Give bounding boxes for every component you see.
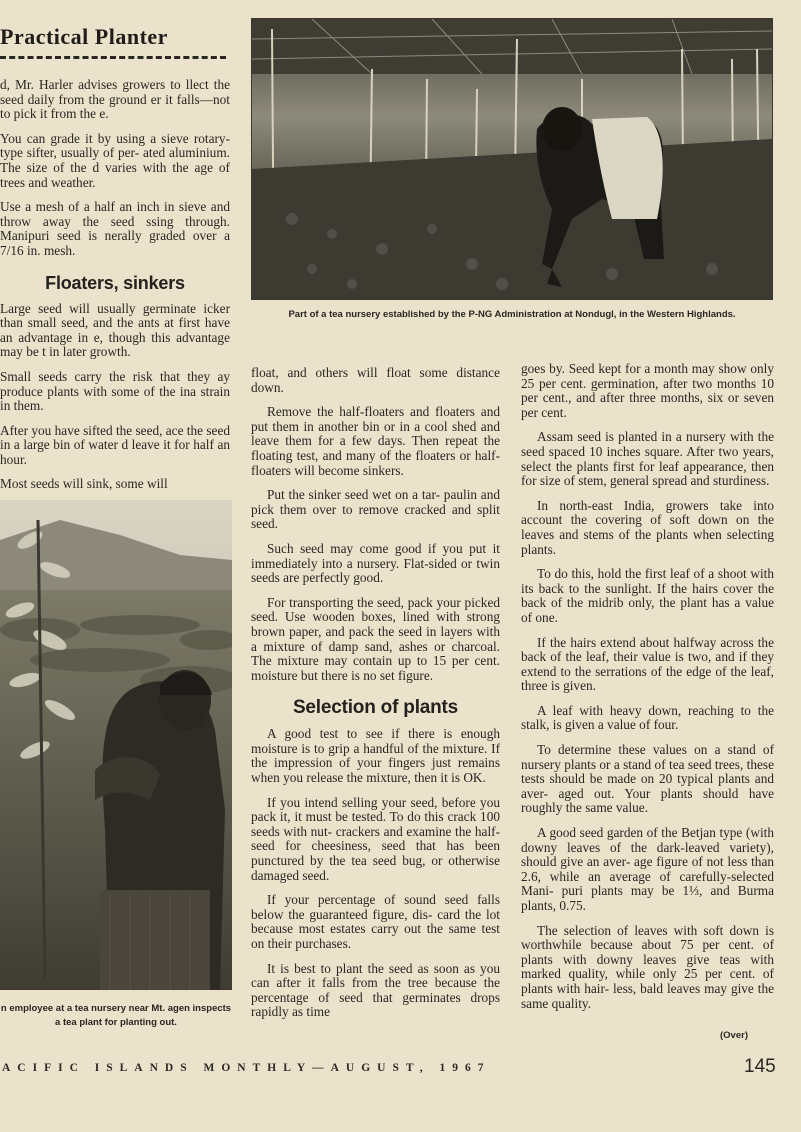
right-paragraph-4: To do this, hold the first leaf of a shoot with its back to the sunlight. If the hairs cover the back of the midrib only, the plant has a value of one. xyxy=(521,566,774,625)
right-paragraph-7: To determine these values on a stand of nursery plants or a stand of tea seed trees, these tests should be made on 20 typical plants and aver- aged out. Your plants should have roughly the same value. xyxy=(521,742,774,816)
right-paragraph-2: Assam seed is planted in a nursery with the seed spaced 10 inches square. After two years, select the plants first for leaf appearance, then for size of stem, general spread and sturdiness. xyxy=(521,429,774,489)
left-paragraph-2: Small seeds carry the risk that they ay produce plants with some of the ina strain in them. xyxy=(0,368,230,414)
middle-paragraph-9: It is best to plant the seed as soon as you can after it falls from the tree because the percentage of seed that germinates drops rapidly as time xyxy=(251,960,500,1020)
masthead xyxy=(0,24,238,59)
footer-publication: ACIFIC ISLANDS MONTHLY—AUGUST, 1967 xyxy=(2,1062,491,1074)
masthead-title: Practical Planter xyxy=(0,24,168,49)
floaters-sinkers-heading: Floaters, sinkers xyxy=(45,272,185,293)
left-intro-paragraph-3: Use a mesh of a half an inch in sieve and throw away the seed ssing through. Manipuri seed is nerally graded over a 7/16 in. mesh. xyxy=(0,199,230,258)
middle-paragraph-5: For transporting the seed, pack your picked seed. Use wooden boxes, lined with strong brown paper, and pack the seed in layers with a mixture of damp sand, ashes or charcoal. The mixture may contain up to 15 per cent. moisture but there is no set figure. xyxy=(251,594,500,683)
middle-paragraph-1: float, and others will float some distance down. xyxy=(251,365,500,395)
selection-of-plants-heading: Selection of plants xyxy=(292,697,459,719)
right-paragraph-9: The selection of leaves with soft down is worthwhile because about 75 per cent. of plants with downy leaves give teas with marked quality, while only 25 per cent. of plants with hair- less, bald leaves may give the same quality. xyxy=(521,922,774,1011)
middle-column xyxy=(251,366,500,1030)
tea-nursery-photo xyxy=(251,18,773,300)
middle-paragraph-7: If you intend selling your seed, before you pack it, it must be tested. To do this crack 100 seeds with nut- crackers and examine the half-seed for cheesiness, seed that has been punctured by the tea seed bug, or otherwise damaged seed. xyxy=(251,794,500,883)
left-paragraph-3: After you have sifted the seed, ace the seed in a large bin of water d leave it for half an hour. xyxy=(0,422,231,467)
left-intro-paragraph-1: d, Mr. Harler advises growers to llect the seed daily from the ground er it falls—not to pick it from the e. xyxy=(0,77,230,122)
left-intro-paragraph-2: You can grade it by using a sieve rotary-type sifter, usually of per- ated aluminium. The size of the d varies with the age of trees and weather. xyxy=(0,130,230,190)
right-paragraph-6: A leaf with heavy down, reaching to the stalk, is given a value of four. xyxy=(521,702,774,733)
masthead-rule xyxy=(0,56,226,59)
left-photo-caption: n employee at a tea nursery near Mt. agen inspects a tea plant for planting out. xyxy=(0,1003,232,1028)
middle-paragraph-8: If your percentage of sound seed falls below the guaranteed figure, dis- card the lot because most estates carry out the same test on their purchases. xyxy=(251,892,500,951)
tea-plant-illustration xyxy=(0,500,232,990)
middle-paragraph-2: Remove the half-floaters and floaters and put them in another bin or in a cool shed and leave them for a few days. Then repeat the floating test, and many of the floaters or half-floaters will become sinkers. xyxy=(251,404,500,478)
over-label: (Over) xyxy=(720,1030,748,1041)
middle-paragraph-6: A good test to see if there is enough moisture is to grip a handful of the mixture. If the impression of your fingers just remains when you release the mixture, then it is OK. xyxy=(251,726,500,786)
middle-paragraph-4: Such seed may come good if you put it immediately into a nursery. Flat-sided or twin seeds are perfectly good. xyxy=(251,540,500,586)
right-paragraph-5: If the hairs extend about halfway across the back of the leaf, their value is two, and if they extend to the serrations of the edge of the leaf, three is given. xyxy=(521,634,774,694)
tea-nursery-illustration xyxy=(252,19,772,299)
middle-paragraph-3: Put the sinker seed wet on a tar- paulin and pick them over to remove cracked and split seed. xyxy=(251,487,500,532)
left-paragraph-1: Large seed will usually germinate icker than small seed, and the ants at first have an advantage in e, though this advantage may be t in later growth. xyxy=(0,300,230,360)
tea-plant-photo xyxy=(0,500,232,990)
left-paragraph-4: Most seeds will sink, some will xyxy=(0,476,168,492)
right-column xyxy=(521,362,774,1021)
right-paragraph-8: A good seed garden of the Betjan type (with downy leaves of the dark-leaved variety), should give an aver- age figure of not less than 2.6, while an average of carefully-selected Mani- puri plants may be 1⅓, and Burma plants, 0.75. xyxy=(521,825,774,913)
right-paragraph-1: goes by. Seed kept for a month may show only 25 per cent. germination, after two months 10 per cent., and after three months, six or seven per cent. xyxy=(521,361,774,420)
page-number: 145 xyxy=(744,1056,776,1077)
top-photo-caption: Part of a tea nursery established by the P-NG Administration at Nondugl, in the Western Highlands. xyxy=(288,309,736,320)
left-column-top xyxy=(0,78,230,502)
right-paragraph-3: In north-east India, growers take into account the covering of soft down on the leaves and stems of the plants when selecting plants. xyxy=(521,497,774,557)
